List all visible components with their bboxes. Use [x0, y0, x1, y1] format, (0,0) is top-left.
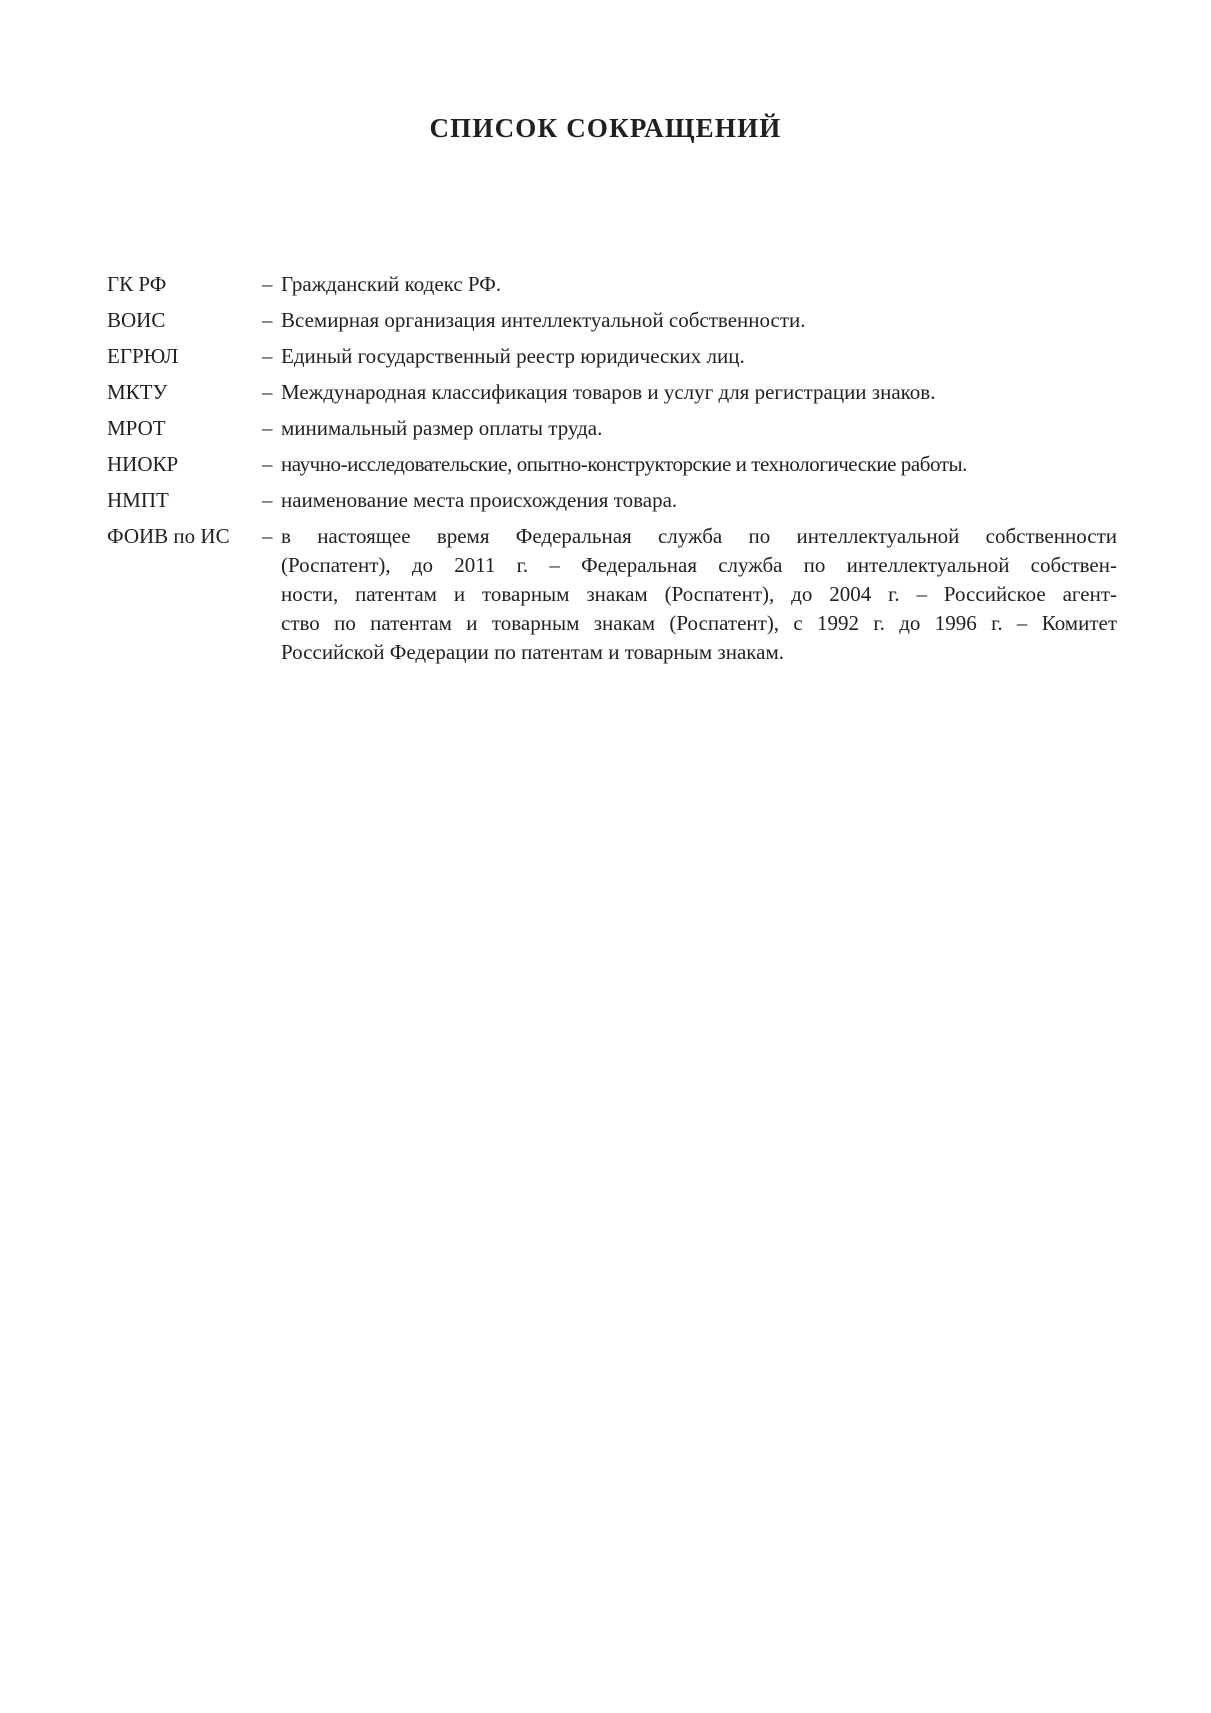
abbreviation-row [107, 486, 1117, 515]
abbreviation-definition: Международная классификация товаров и услуг для регистрации знаков. [281, 380, 936, 404]
abbreviation-definition: Всемирная организация интеллектуальной собственности. [281, 308, 806, 332]
dash: – [262, 344, 273, 368]
abbreviation-definition: наименование места происхождения товара. [281, 488, 678, 512]
definition-line: в настоящее время Федеральная служба по интеллектуальной собственности [281, 524, 1117, 548]
dash: – [262, 524, 273, 548]
abbreviation-term: ЕГРЮЛ [107, 344, 179, 368]
dash: – [262, 272, 273, 296]
abbreviation-list [107, 270, 1117, 674]
dash: – [262, 416, 273, 440]
abbreviation-row [107, 270, 1117, 299]
abbreviation-term: МКТУ [107, 380, 168, 404]
definition-line: (Роспатент), до 2011 г. – Федеральная служба по интеллектуальной собствен- [281, 553, 1117, 577]
abbreviation-definition: минимальный размер оплаты труда. [281, 416, 603, 440]
abbreviation-definition: Гражданский кодекс РФ. [281, 272, 502, 296]
abbreviation-term: МРОТ [107, 416, 166, 440]
abbreviation-row [107, 414, 1117, 443]
abbreviation-definition [281, 522, 1117, 667]
definition-line: ство по патентам и товарным знакам (Роспатент), с 1992 г. до 1996 г. – Комитет [281, 611, 1117, 635]
definition-line: Российской Федерации по патентам и товарным знакам. [281, 640, 785, 664]
abbreviation-row [107, 378, 1117, 407]
abbreviation-row [107, 306, 1117, 335]
page-title: СПИСОК СОКРАЩЕНИЙ [429, 113, 782, 143]
abbreviation-row [107, 450, 1117, 479]
abbreviation-term: ВОИС [107, 308, 166, 332]
dash: – [262, 380, 273, 404]
abbreviation-row [107, 342, 1117, 371]
dash: – [262, 452, 273, 476]
abbreviation-definition: научно-исследовательские, опытно-конструкторские и технологические работы. [281, 452, 967, 476]
abbreviation-term: НМПТ [107, 488, 169, 512]
definition-line: ности, патентам и товарным знакам (Роспатент), до 2004 г. – Российское агент- [281, 582, 1117, 606]
dash: – [262, 488, 273, 512]
dash: – [262, 308, 273, 332]
abbreviation-term: ГК РФ [107, 272, 167, 296]
abbreviation-definition: Единый государственный реестр юридических лиц. [281, 344, 745, 368]
abbreviation-term: НИОКР [107, 452, 179, 476]
abbreviation-term: ФОИВ по ИС [107, 524, 230, 548]
abbreviation-row [107, 522, 1117, 667]
